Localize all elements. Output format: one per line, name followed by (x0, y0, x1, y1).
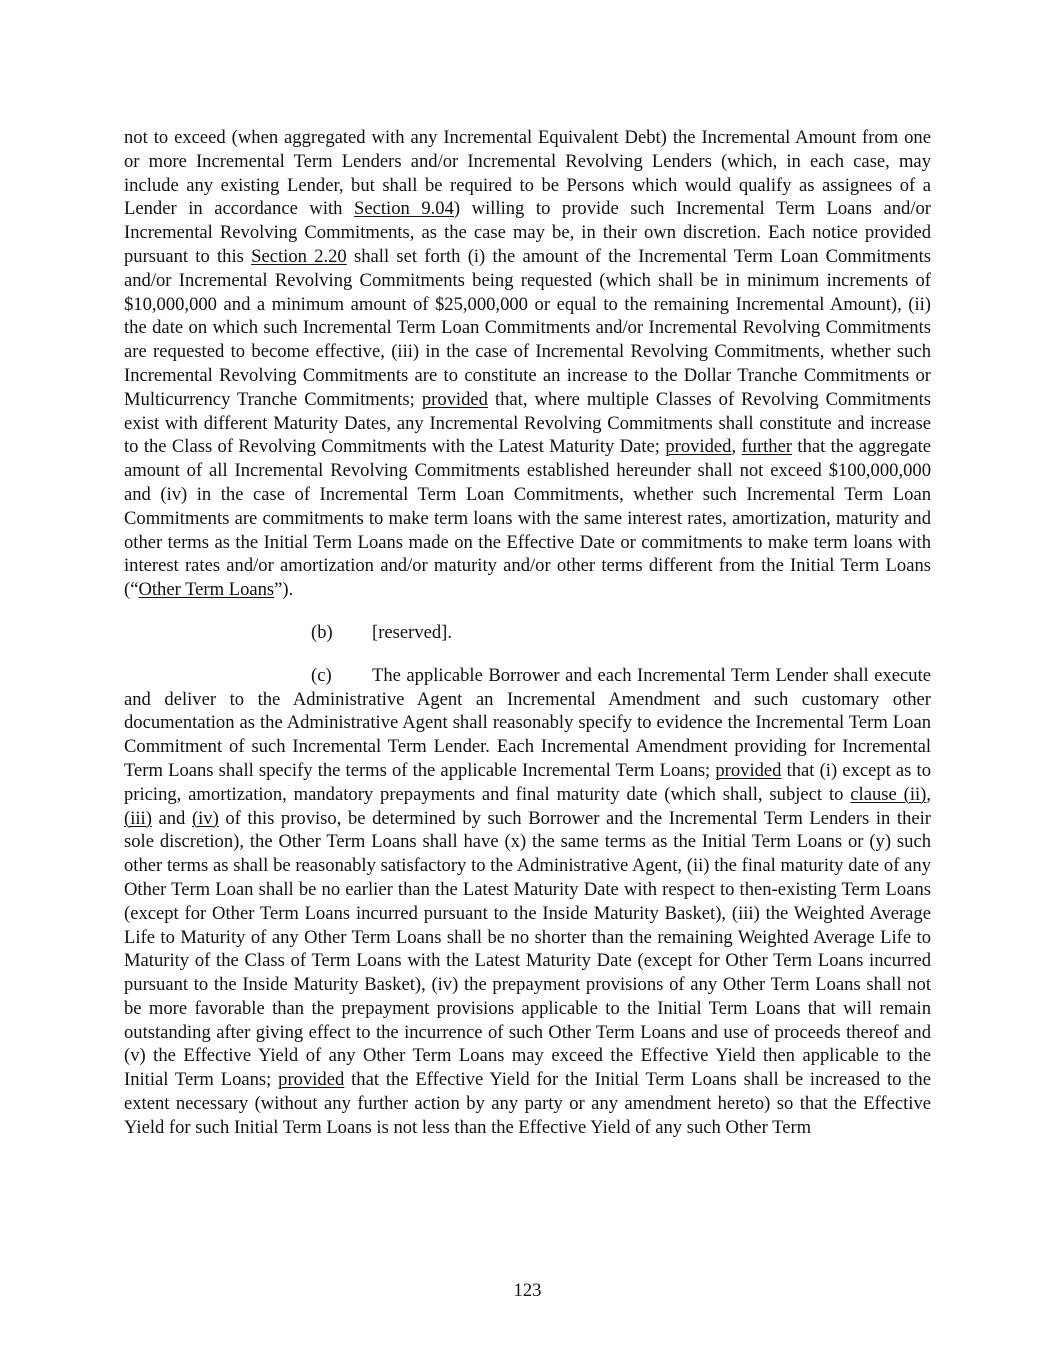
clause-label-b: (b) (311, 621, 333, 643)
underlined-term: provided (278, 1069, 345, 1091)
paragraph-b (124, 621, 931, 645)
underlined-term: provided (421, 388, 488, 410)
paragraph-continuation (124, 126, 931, 602)
underlined-term: provided (715, 759, 782, 781)
text-run: ”). (274, 579, 294, 601)
text-run: not to exceed (when aggregated with any Incremental Equivalent Debt) the Incremental Amount from one or more Incremental Term Lenders and/or Incremental Revolving Lenders (which, in each case, may include any existing Lender, but shall be required to be Persons which would qualify as assignees of a Lender in accordance with (124, 127, 931, 220)
clause-label-c: (c) (311, 664, 332, 686)
underlined-term: (iv) (191, 807, 219, 829)
text-run: , (926, 783, 931, 805)
text-run: that the aggregate amount of all Incremental Revolving Commitments established hereunder shall not exceed $100,000,000 and (iv) in the case of Incremental Term Loan Commitments, whether such Incremental Term Loan Commitments are commitments to make term loans with the same interest rates, amortization, maturity and other terms as the Initial Term Loans made on the Effective Date or commitments to make term loans with interest rates and/or amortization and/or maturity and/or other terms different from the Initial Term Loans (“ (124, 436, 931, 601)
text-run: of this proviso, be determined by such Borrower and the Incremental Term Lenders in their sole discretion), the Other Term Loans shall have (x) the same terms as the Initial Term Loans or (y) such other terms as shall be reasonably satisfactory to the Administrative Agent, (ii) the final maturity date of any Other Term Loan shall be no earlier than the Latest Maturity Date with respect to then-existing Term Loans (except for Other Term Loans incurred pursuant to the Inside Maturity Basket), (iii) the Weighted Average Life to Maturity of any Other Term Loans shall be no shorter than the remaining Weighted Average Life to Maturity of the Class of Term Loans with the Latest Maturity Date (except for Other Term Loans incurred pursuant to the Inside Maturity Basket), (iv) the prepayment provisions of any Other Term Loans shall not be more favorable than the prepayment provisions applicable to the Initial Term Loans that will remain outstanding after giving effect to the incurrence of such Other Term Loans and use of proceeds thereof and (v) the Effective Yield of any Other Term Loans may exceed the Effective Yield then applicable to the Initial Term Loans; (124, 807, 931, 1091)
document-page (124, 126, 931, 1140)
text-run: [reserved]. (372, 621, 453, 643)
paragraph-c-text (124, 665, 931, 1138)
underlined-term: provided (665, 436, 732, 458)
underlined-term: Section 2.20 (251, 245, 347, 267)
underlined-term: Other Term Loans (138, 579, 275, 601)
underlined-term: further (741, 436, 793, 458)
text-run: and (151, 807, 192, 829)
text-run: that the Effective Yield for the Initial Term Loans shall be increased to the extent necessary (without any further action by any party or any amendment hereto) so that the Effective Yield for such Initial Term Loans is not less than the Effective Yield of any such Other Term (124, 1069, 931, 1138)
underlined-term: Section 9.04 (354, 198, 454, 220)
underlined-term: (iii) (124, 807, 152, 829)
text-run: ) willing to provide such Incremental Term Loans and/or Incremental Revolving Commitments, as the case may be, in their own discretion. Each notice provided pursuant to this (124, 198, 931, 267)
text-run: The applicable Borrower and each Incremental Term Lender shall execute and deliver to the Administrative Agent an Incremental Amendment and such customary other documentation as the Administrative Agent shall reasonably specify to evidence the Incremental Term Loan Commitment of such Incremental Term Lender. Each Incremental Amendment providing for Incremental Term Loans shall specify the terms of the applicable Incremental Term Loans; (124, 664, 931, 781)
paragraph-c (124, 664, 931, 1140)
text-run: that (i) except as to pricing, amortization, mandatory prepayments and final maturity date (which shall, subject to (124, 759, 931, 805)
text-run: that, where multiple Classes of Revolving Commitments exist with different Maturity Dates, any Incremental Revolving Commitments shall constitute and increase to the Class of Revolving Commitments with the Latest Maturity Date; (124, 388, 931, 458)
page-number: 123 (513, 1280, 542, 1301)
text-run: shall set forth (i) the amount of the Incremental Term Loan Commitments and/or Incremental Revolving Commitments being requested (which shall be in minimum increments of $10,000,000 and a minimum amount of $25,000,000 or equal to the remaining Incremental Amount), (ii) the date on which such Incremental Term Loan Commitments and/or Incremental Revolving Commitments are requested to become effective, (iii) in the case of Incremental Revolving Commitments, whether such Incremental Revolving Commitments are to constitute an increase to the Dollar Tranche Commitments or Multicurrency Tranche Commitments; (124, 245, 931, 410)
paragraph-b-text (372, 622, 452, 643)
text-run: , (731, 436, 742, 458)
underlined-term: clause (ii) (850, 783, 927, 805)
